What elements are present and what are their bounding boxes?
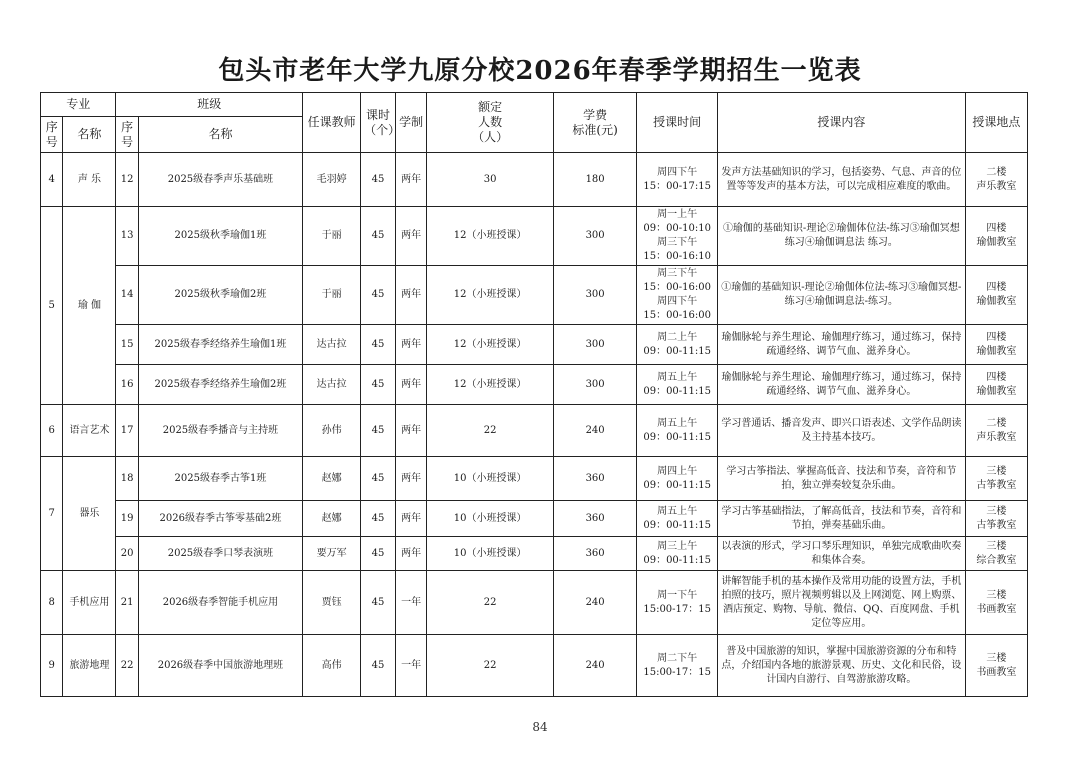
- class-seq: 12: [116, 153, 138, 207]
- duration: 两年: [395, 325, 427, 365]
- schedule: 周五上午 09：00-11:15: [637, 405, 718, 457]
- header-major-name: 名称: [63, 117, 116, 153]
- course-content: ①瑜伽的基础知识-理论②瑜伽体位法-练习③瑜伽冥想 练习④瑜伽调息法 练习。: [717, 207, 965, 266]
- fee: 180: [553, 153, 637, 207]
- course-content: 讲解智能手机的基本操作及常用功能的设置方法，手机拍照的技巧，照片视频剪辑以及上网浏览、网上购票、酒店预定、购物、导航、微信、QQ、百度网盘、手机定位等应用。: [717, 571, 965, 635]
- class-name: 2025级秋季瑜伽2班: [138, 266, 302, 325]
- duration: 两年: [395, 365, 427, 405]
- quota: 12（小班授课）: [427, 266, 553, 325]
- class-seq: 17: [116, 405, 138, 457]
- table-row: [41, 405, 1028, 457]
- hours: 45: [361, 266, 396, 325]
- class-seq: 18: [116, 457, 138, 501]
- class-seq: 13: [116, 207, 138, 266]
- schedule: 周三上午 09：00-11:15: [637, 537, 718, 571]
- hours: 45: [361, 207, 396, 266]
- header-duration: 学制: [395, 93, 427, 153]
- class-name: 2026级春季古筝零基础2班: [138, 501, 302, 537]
- duration: 两年: [395, 501, 427, 537]
- duration: 一年: [395, 635, 427, 697]
- location: 四楼 瑜伽教室: [965, 207, 1027, 266]
- major-name: 器乐: [63, 457, 116, 571]
- major-name: 声 乐: [63, 153, 116, 207]
- table-row: [41, 207, 1028, 266]
- schedule: 周三下午 15：00-16:00 周四下午 15：00-16:00: [637, 266, 718, 325]
- quota: 30: [427, 153, 553, 207]
- fee: 360: [553, 537, 637, 571]
- duration: 两年: [395, 207, 427, 266]
- duration: 两年: [395, 457, 427, 501]
- hours: 45: [361, 325, 396, 365]
- hours: 45: [361, 635, 396, 697]
- hours: 45: [361, 405, 396, 457]
- location: 四楼 瑜伽教室: [965, 266, 1027, 325]
- fee: 300: [553, 365, 637, 405]
- class-name: 2025级春季经络养生瑜伽1班: [138, 325, 302, 365]
- quota: 22: [427, 405, 553, 457]
- course-content: ①瑜伽的基础知识-理论②瑜伽体位法-练习③瑜伽冥想-练习④瑜伽调息法-练习。: [717, 266, 965, 325]
- page-title: 包头市老年大学九原分校2026年春季学期招生一览表: [218, 56, 862, 86]
- fee: 300: [553, 266, 637, 325]
- class-name: 2026级春季中国旅游地理班: [138, 635, 302, 697]
- quota: 12（小班授课）: [427, 207, 553, 266]
- class-seq: 14: [116, 266, 138, 325]
- quota: 12（小班授课）: [427, 325, 553, 365]
- hours: 45: [361, 571, 396, 635]
- class-name: 2025级春季古筝1班: [138, 457, 302, 501]
- location: 四楼 瑜伽教室: [965, 365, 1027, 405]
- teacher: 赵娜: [303, 501, 361, 537]
- major-name: 瑜 伽: [63, 207, 116, 405]
- teacher: 要万军: [303, 537, 361, 571]
- class-seq: 16: [116, 365, 138, 405]
- major-name: 旅游地理: [63, 635, 116, 697]
- course-content: 发声方法基础知识的学习，包括姿势、气息、声音的位置等等发声的基本方法，可以完成相应难度的歌曲。: [717, 153, 965, 207]
- course-content: 以表演的形式，学习口琴乐理知识，单独完成歌曲吹奏和集体合奏。: [717, 537, 965, 571]
- course-content: 学习普通话、播音发声、即兴口语表述、文学作品朗读及主持基本技巧。: [717, 405, 965, 457]
- fee: 360: [553, 501, 637, 537]
- quota: 22: [427, 635, 553, 697]
- header-place: 授课地点: [965, 93, 1027, 153]
- enrollment-table: [40, 92, 1028, 697]
- header-quota: 额定 人数 （人）: [427, 93, 553, 153]
- teacher: 赵娜: [303, 457, 361, 501]
- schedule: 周四下午 15：00-17:15: [637, 153, 718, 207]
- schedule: 周二上午 09：00-11:15: [637, 325, 718, 365]
- major-seq: 8: [41, 571, 63, 635]
- major-seq: 5: [41, 207, 63, 405]
- schedule: 周五上午 09：00-11:15: [637, 365, 718, 405]
- fee: 300: [553, 207, 637, 266]
- teacher: 贾钰: [303, 571, 361, 635]
- major-seq: 6: [41, 405, 63, 457]
- class-seq: 22: [116, 635, 138, 697]
- quota: 22: [427, 571, 553, 635]
- table-row: [41, 501, 1028, 537]
- teacher: 孙伟: [303, 405, 361, 457]
- location: 三楼 综合教室: [965, 537, 1027, 571]
- major-seq: 7: [41, 457, 63, 571]
- fee: 240: [553, 571, 637, 635]
- class-name: 2025级春季声乐基础班: [138, 153, 302, 207]
- table-row: [41, 571, 1028, 635]
- table-row: [41, 365, 1028, 405]
- major-name: 手机应用: [63, 571, 116, 635]
- major-name: 语言艺术: [63, 405, 116, 457]
- header-hours: 课时 （个）: [361, 93, 396, 153]
- quota: 10（小班授课）: [427, 501, 553, 537]
- header-major-seq: 序 号: [41, 117, 63, 153]
- table-row: [41, 537, 1028, 571]
- fee: 240: [553, 405, 637, 457]
- hours: 45: [361, 537, 396, 571]
- class-name: 2025级秋季瑜伽1班: [138, 207, 302, 266]
- schedule: 周一下午 15:00-17：15: [637, 571, 718, 635]
- schedule: 周一上午 09：00-10:10 周三下午 15：00-16:10: [637, 207, 718, 266]
- teacher: 于丽: [303, 266, 361, 325]
- hours: 45: [361, 365, 396, 405]
- class-seq: 19: [116, 501, 138, 537]
- teacher: 达古拉: [303, 365, 361, 405]
- course-content: 学习古筝基础指法，了解高低音，技法和节奏，音符和节拍，弹奏基础乐曲。: [717, 501, 965, 537]
- teacher: 达古拉: [303, 325, 361, 365]
- table-row: [41, 457, 1028, 501]
- header-class-name: 名称: [138, 117, 302, 153]
- quota: 12（小班授课）: [427, 365, 553, 405]
- class-name: 2025级春季播音与主持班: [138, 405, 302, 457]
- class-seq: 15: [116, 325, 138, 365]
- header-major: 专业: [41, 93, 116, 117]
- course-content: 瑜伽脉轮与养生理论、瑜伽理疗练习，通过练习，保持疏通经络、调节气血、滋养身心。: [717, 365, 965, 405]
- schedule: 周五上午 09：00-11:15: [637, 501, 718, 537]
- quota: 10（小班授课）: [427, 457, 553, 501]
- major-seq: 9: [41, 635, 63, 697]
- course-content: 瑜伽脉轮与养生理论、瑜伽理疗练习，通过练习，保持疏通经络、调节气血、滋养身心。: [717, 325, 965, 365]
- duration: 两年: [395, 266, 427, 325]
- quota: 10（小班授课）: [427, 537, 553, 571]
- location: 三楼 古筝教室: [965, 501, 1027, 537]
- duration: 两年: [395, 405, 427, 457]
- location: 二楼 声乐教室: [965, 405, 1027, 457]
- major-seq: 4: [41, 153, 63, 207]
- header-class: 班级: [116, 93, 303, 117]
- table-row: [41, 153, 1028, 207]
- header-fee: 学费 标准(元): [553, 93, 637, 153]
- location: 三楼 书画教室: [965, 635, 1027, 697]
- hours: 45: [361, 501, 396, 537]
- header-teacher: 任课教师: [303, 93, 361, 153]
- location: 三楼 书画教室: [965, 571, 1027, 635]
- duration: 两年: [395, 537, 427, 571]
- fee: 240: [553, 635, 637, 697]
- course-content: 学习古筝指法、掌握高低音、技法和节奏，音符和节拍，独立弹奏较复杂乐曲。: [717, 457, 965, 501]
- header-time: 授课时间: [637, 93, 718, 153]
- header-class-seq: 序 号: [116, 117, 138, 153]
- class-seq: 20: [116, 537, 138, 571]
- header-content: 授课内容: [717, 93, 965, 153]
- duration: 两年: [395, 153, 427, 207]
- schedule: 周二下午 15:00-17：15: [637, 635, 718, 697]
- location: 四楼 瑜伽教室: [965, 325, 1027, 365]
- page-number: 84: [532, 720, 548, 734]
- fee: 300: [553, 325, 637, 365]
- class-name: 2025级春季经络养生瑜伽2班: [138, 365, 302, 405]
- teacher: 于丽: [303, 207, 361, 266]
- hours: 45: [361, 153, 396, 207]
- fee: 360: [553, 457, 637, 501]
- class-seq: 21: [116, 571, 138, 635]
- table-row: [41, 325, 1028, 365]
- location: 三楼 古筝教室: [965, 457, 1027, 501]
- class-name: 2025级春季口琴表演班: [138, 537, 302, 571]
- course-content: 普及中国旅游的知识，掌握中国旅游资源的分布和特点，介绍国内各地的旅游景观、历史、文化和民俗，设计国内自游行、自驾游旅游攻略。: [717, 635, 965, 697]
- location: 二楼 声乐教室: [965, 153, 1027, 207]
- schedule: 周四上午 09：00-11:15: [637, 457, 718, 501]
- teacher: 毛羽婷: [303, 153, 361, 207]
- hours: 45: [361, 457, 396, 501]
- class-name: 2026级春季智能手机应用: [138, 571, 302, 635]
- table-row: [41, 266, 1028, 325]
- teacher: 高伟: [303, 635, 361, 697]
- duration: 一年: [395, 571, 427, 635]
- table-row: [41, 635, 1028, 697]
